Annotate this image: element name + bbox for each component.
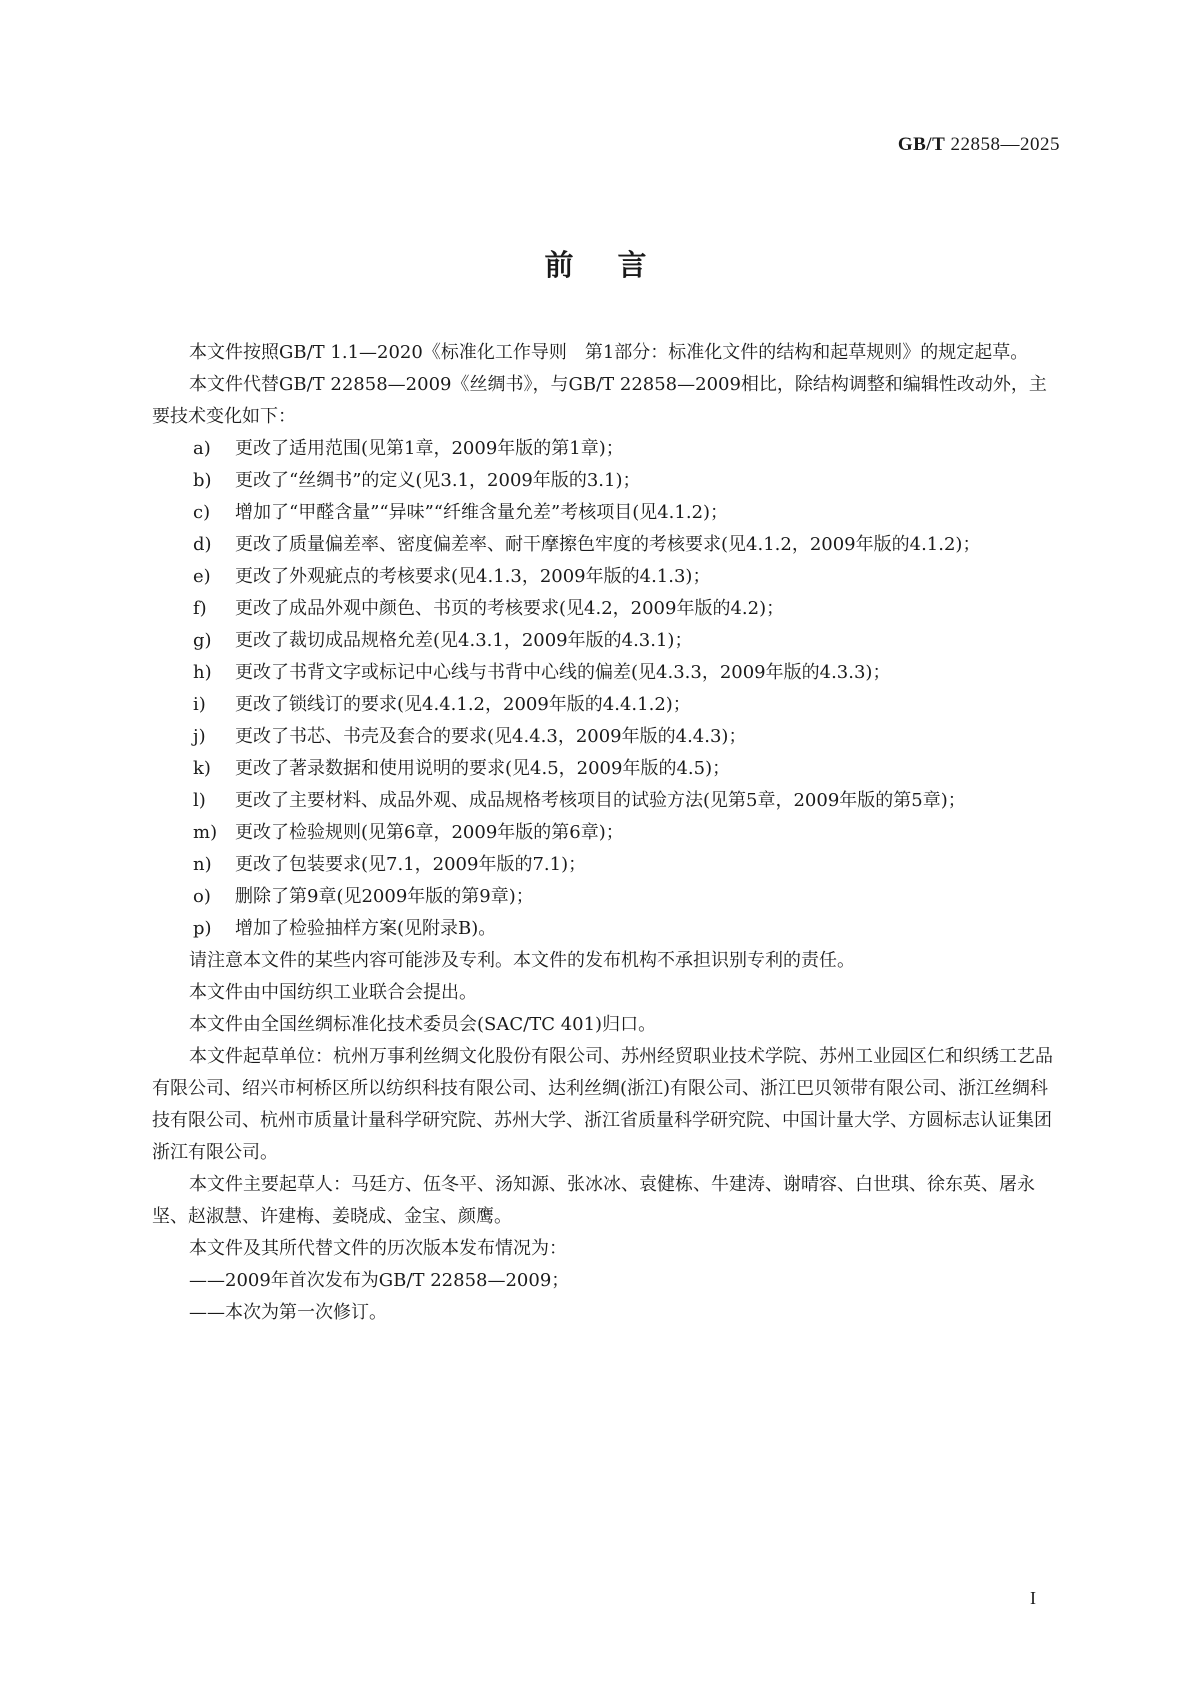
- list-item: [152, 881, 1061, 913]
- list-item-label: b): [193, 470, 212, 491]
- page-title: 前言: [544, 248, 691, 282]
- list-item-text: 更改了适用范围(见第1章，2009年版的第1章)；: [235, 438, 624, 459]
- list-item: [152, 529, 1061, 561]
- list-item-label: o): [193, 886, 211, 907]
- list-item-label: k): [193, 758, 211, 779]
- list-item-label: g): [193, 630, 212, 651]
- intro-paragraph: 本文件按照GB/T 1.1—2020《标准化工作导则 第1部分：标准化文件的结构和起草规则》的规定起草。: [189, 342, 1029, 363]
- list-item: [152, 721, 1061, 753]
- list-item-label: m): [193, 822, 218, 843]
- list-item-label: l): [193, 790, 206, 811]
- drafters: 本文件主要起草人：马廷方、伍冬平、汤知源、张冰冰、袁健栋、牛建涛、谢晴容、白世琪、徐东英、屠永坚、赵淑慧、许建梅、姜晓成、金宝、颜鹰。: [152, 1174, 1035, 1227]
- list-item-label: p): [193, 918, 212, 939]
- preface-body: [152, 337, 1061, 1329]
- history-intro: 本文件及其所代替文件的历次版本发布情况为：: [189, 1238, 567, 1259]
- list-item-label: a): [193, 438, 211, 459]
- standard-code-prefix: GB/T: [897, 134, 946, 155]
- list-item-text: 删除了第9章(见2009年版的第9章)；: [235, 886, 534, 907]
- list-item-label: f): [193, 598, 207, 619]
- drafting-organizations: 本文件起草单位：杭州万事利丝绸文化股份有限公司、苏州经贸职业技术学院、苏州工业园区仁和织绣工艺品有限公司、绍兴市柯桥区所以纺织科技有限公司、达利丝绸(浙江)有限公司、浙江巴贝领带有限公司、浙江丝绸科技有限公司、杭州市质量计量科学研究院、苏州大学、浙江省质量科学研究院、中国计量大学、方圆标志认证集团浙江有限公司。: [152, 1046, 1053, 1163]
- patent-note: 请注意本文件的某些内容可能涉及专利。本文件的发布机构不承担识别专利的责任。: [189, 950, 855, 971]
- list-item: [152, 913, 1061, 945]
- list-item-text: 更改了质量偏差率、密度偏差率、耐干摩擦色牢度的考核要求(见4.1.2，2009年版的4.1.2)；: [235, 534, 981, 555]
- proposer-note: 本文件由中国纺织工业联合会提出。: [189, 982, 477, 1003]
- list-item-text: 更改了书芯、书壳及套合的要求(见4.4.3，2009年版的4.4.3)；: [235, 726, 747, 747]
- list-item-text: 更改了主要材料、成品外观、成品规格考核项目的试验方法(见第5章，2009年版的第5章)；: [235, 790, 966, 811]
- list-item: [152, 625, 1061, 657]
- list-item-text: 更改了“丝绸书”的定义(见3.1，2009年版的3.1)；: [235, 470, 641, 491]
- list-item: [152, 657, 1061, 689]
- list-item: [152, 465, 1061, 497]
- list-item-text: 更改了外观疵点的考核要求(见4.1.3，2009年版的4.1.3)；: [235, 566, 711, 587]
- list-item-label: h): [193, 662, 212, 683]
- history-item: ——2009年首次发布为GB/T 22858—2009；: [189, 1270, 570, 1291]
- list-item-label: c): [193, 502, 211, 523]
- list-item-text: 更改了锁线订的要求(见4.4.1.2，2009年版的4.4.1.2)；: [235, 694, 691, 715]
- list-item-label: e): [193, 566, 211, 587]
- list-item: [152, 497, 1061, 529]
- changes-list: [152, 433, 1061, 945]
- list-item-text: 更改了裁切成品规格允差(见4.3.1，2009年版的4.3.1)；: [235, 630, 693, 651]
- list-item: [152, 593, 1061, 625]
- list-item-label: n): [193, 854, 212, 875]
- list-item: [152, 817, 1061, 849]
- list-item-text: 增加了检验抽样方案(见附录B)。: [235, 918, 497, 939]
- page-number: I: [1030, 1588, 1036, 1608]
- committee-note: 本文件由全国丝绸标准化技术委员会(SAC/TC 401)归口。: [189, 1014, 657, 1035]
- history-item: ——本次为第一次修订。: [189, 1302, 387, 1323]
- list-item: [152, 753, 1061, 785]
- list-item-text: 更改了书背文字或标记中心线与书背中心线的偏差(见4.3.3，2009年版的4.3.3)；: [235, 662, 891, 683]
- standard-code-number: 22858—2025: [950, 134, 1060, 155]
- intro-paragraph: 本文件代替GB/T 22858—2009《丝绸书》，与GB/T 22858—2009相比，除结构调整和编辑性改动外，主要技术变化如下：: [152, 374, 1047, 427]
- list-item-text: 更改了成品外观中颜色、书页的考核要求(见4.2，2009年版的4.2)；: [235, 598, 785, 619]
- list-item: [152, 785, 1061, 817]
- list-item: [152, 689, 1061, 721]
- list-item-text: 更改了著录数据和使用说明的要求(见4.5，2009年版的4.5)；: [235, 758, 731, 779]
- list-item-label: d): [193, 534, 212, 555]
- list-item-label: i): [193, 694, 206, 715]
- list-item: [152, 433, 1061, 465]
- list-item: [152, 849, 1061, 881]
- list-item-text: 增加了“甲醛含量”“异味”“纤维含量允差”考核项目(见4.1.2)；: [235, 502, 729, 523]
- list-item: [152, 561, 1061, 593]
- list-item-label: j): [193, 726, 206, 747]
- standard-code: [898, 134, 1060, 156]
- list-item-text: 更改了检验规则(见第6章，2009年版的第6章)；: [235, 822, 624, 843]
- list-item-text: 更改了包装要求(见7.1，2009年版的7.1)；: [235, 854, 587, 875]
